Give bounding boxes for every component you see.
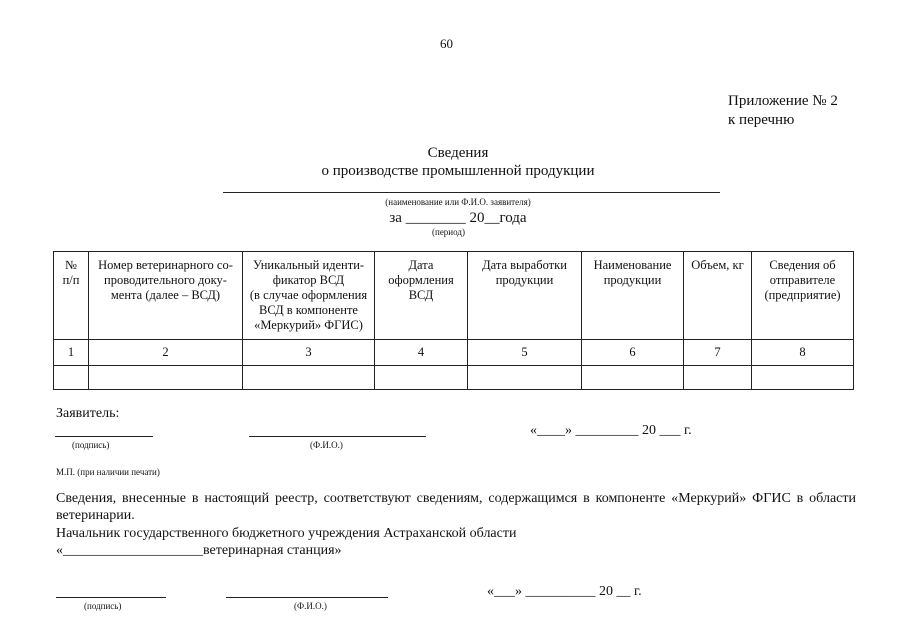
column-number-5: 5 — [468, 340, 582, 366]
stamp-note: М.П. (при наличии печати) — [56, 467, 160, 477]
column-header-4: Дата оформления ВСД — [375, 252, 468, 340]
column-number-1: 1 — [54, 340, 89, 366]
column-header-7: Объем, кг — [684, 252, 752, 340]
chief-signature-line — [56, 597, 166, 598]
table-column-number-row — [54, 340, 854, 366]
column-header-2: Номер ветеринарного со- проводительного доку- мента (далее – ВСД) — [89, 252, 243, 340]
period-caption: (период) — [432, 227, 465, 237]
column-header-6: Наименование продукции — [582, 252, 684, 340]
applicant-label: Заявитель: — [56, 406, 120, 421]
applicant-date-field: «____» _________ 20 ___ г. — [530, 423, 692, 438]
column-number-3: 3 — [243, 340, 375, 366]
applicant-signature-line — [55, 436, 153, 437]
column-header-8: Сведения об отправителе (предприятие) — [752, 252, 854, 340]
column-number-6: 6 — [582, 340, 684, 366]
table-cell — [582, 366, 684, 390]
table-cell — [243, 366, 375, 390]
table-cell — [54, 366, 89, 390]
chief-date-field: «___» __________ 20 __ г. — [487, 584, 642, 599]
vsd-table — [53, 251, 854, 390]
table-cell — [89, 366, 243, 390]
page-number: 60 — [440, 36, 453, 51]
column-header-1: № п/п — [54, 252, 89, 340]
appendix-line-1: Приложение № 2 — [728, 93, 838, 109]
column-header-3: Уникальный иденти- фикатор ВСД (в случае оформления ВСД в компоненте «Меркурий» ФГИС) — [243, 252, 375, 340]
applicant-fio-caption: (Ф.И.О.) — [310, 440, 343, 450]
appendix-reference — [728, 92, 838, 130]
chief-signature-caption: (подпись) — [84, 601, 122, 611]
chief-title: Начальник государственного бюджетного учреждения Астраханской области — [56, 526, 517, 541]
document-subtitle: о производстве промышленной продукции — [321, 163, 595, 179]
applicant-signature-caption: (подпись) — [72, 440, 110, 450]
column-number-2: 2 — [89, 340, 243, 366]
column-number-8: 8 — [752, 340, 854, 366]
table-cell — [468, 366, 582, 390]
chief-fio-caption: (Ф.И.О.) — [294, 601, 327, 611]
applicant-name-caption: (наименование или Ф.И.О. заявителя) — [385, 197, 531, 207]
table-row — [54, 366, 854, 390]
period-field: за ________ 20__года — [389, 210, 527, 226]
chief-fio-line — [226, 597, 388, 598]
table-header-row — [54, 252, 854, 340]
veterinary-station-name: «____________________ветеринарная станция» — [56, 543, 342, 558]
appendix-line-2: к перечню — [728, 112, 795, 128]
column-number-4: 4 — [375, 340, 468, 366]
table-cell — [752, 366, 854, 390]
statement-text: Сведения, внесенные в настоящий реестр, соответствуют сведениям, содержащимся в компоненте «Меркурий» ФГИС в области ветеринарии. — [56, 491, 856, 523]
table-cell — [375, 366, 468, 390]
column-number-7: 7 — [684, 340, 752, 366]
applicant-fio-line — [249, 436, 426, 437]
applicant-name-line — [223, 192, 720, 193]
table-cell — [684, 366, 752, 390]
column-header-5: Дата выработки продукции — [468, 252, 582, 340]
document-title: Сведения — [427, 145, 489, 161]
